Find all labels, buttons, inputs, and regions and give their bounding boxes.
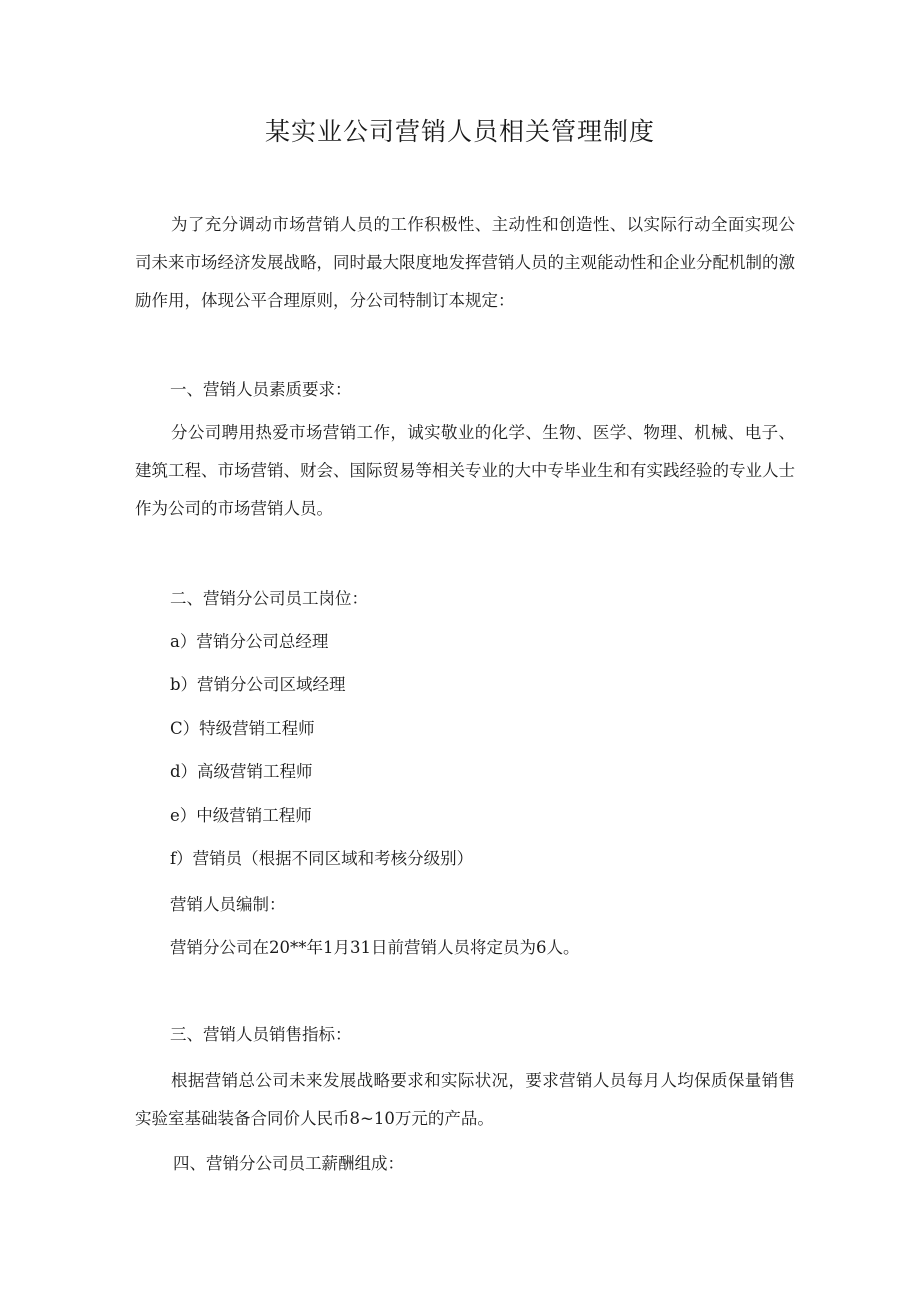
section2-heading: 二、营销分公司员工岗位：	[170, 589, 368, 608]
position-item: e）中级营销工程师	[170, 806, 312, 825]
staffing-label: 营销人员编制：	[170, 895, 286, 914]
intro-paragraph: 为了充分调动市场营销人员的工作积极性、主动性和创造性、以实际行动全面实现公司未来市场经济发展战略，同时最大限度地发挥营销人员的主观能动性和企业分配机制的激励作用，体现公平合理原则，分公司特制订本规定：	[135, 215, 795, 310]
document-title: 某实业公司营销人员相关管理制度	[264, 117, 655, 146]
position-item: f）营销员（根据不同区域和考核分级别）	[170, 849, 474, 868]
section1-body: 分公司聘用热爱市场营销工作，诚实敬业的化学、生物、医学、物理、机械、电子、建筑工程、市场营销、财会、国际贸易等相关专业的大中专毕业生和有实践经验的专业人士作为公司的市场营销人员。	[135, 423, 795, 518]
section3-heading: 三、营销人员销售指标：	[170, 1025, 352, 1044]
section4-heading: 四、营销分公司员工薪酬组成：	[173, 1154, 404, 1173]
position-item: a）营销分公司总经理	[170, 632, 329, 651]
position-item: b）营销分公司区域经理	[170, 675, 346, 694]
position-item: d）高级营销工程师	[170, 762, 313, 781]
staffing-text: 营销分公司在20**年1月31日前营销人员将定员为6人。	[170, 938, 580, 957]
section3-body: 根据营销总公司未来发展战略要求和实际状况，要求营销人员每月人均保质保量销售实验室基础装备合同价人民币8~10万元的产品。	[135, 1071, 795, 1128]
position-item: C）特级营销工程师	[170, 719, 315, 738]
section1-heading: 一、营销人员素质要求：	[170, 380, 352, 399]
